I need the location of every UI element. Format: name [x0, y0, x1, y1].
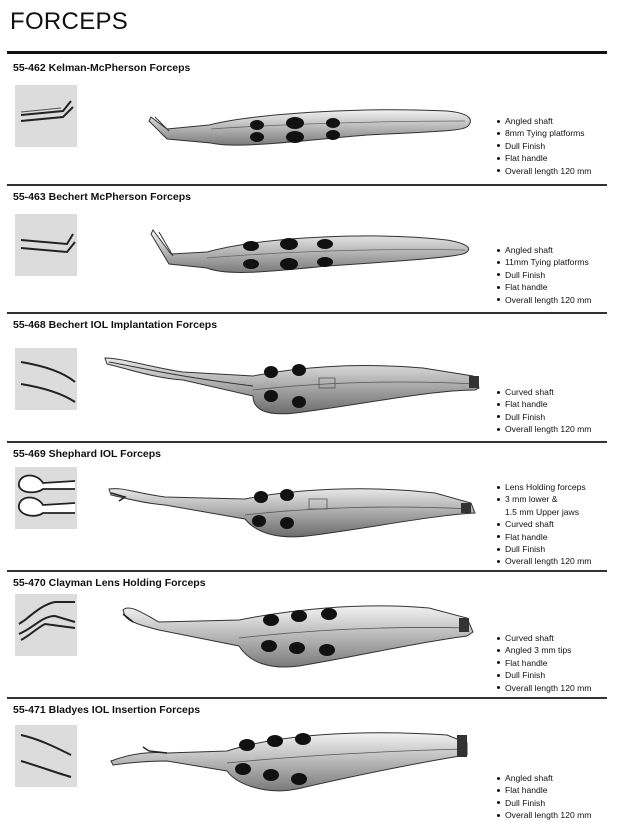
feature-item: Overall length 120 mm [497, 294, 591, 306]
page-title: FORCEPS [10, 8, 129, 35]
feature-item: Flat handle [497, 657, 591, 669]
product-section-55-471 [7, 697, 607, 822]
feature-item: Dull Finish [497, 543, 591, 555]
section-divider [7, 441, 607, 443]
feature-item: Lens Holding forceps [497, 481, 591, 493]
feature-item: Angled 3 mm tips [497, 644, 591, 656]
feature-item: Flat handle [497, 531, 591, 543]
feature-item: Curved shaft [497, 518, 591, 530]
product-title: 55-470 Clayman Lens Holding Forceps [13, 577, 206, 589]
feature-item: Curved shaft [497, 632, 591, 644]
section-divider [7, 312, 607, 314]
section-divider [7, 184, 607, 186]
product-title: 55-468 Bechert IOL Implantation Forceps [13, 319, 218, 331]
feature-item: Angled shaft [497, 115, 591, 127]
feature-item: 11mm Tying platforms [497, 256, 591, 268]
product-section-55-463 [7, 184, 607, 312]
section-divider [7, 570, 607, 572]
tip-detail-thumbnail [15, 594, 77, 656]
product-title: 55-463 Bechert McPherson Forceps [13, 191, 191, 203]
feature-item: Flat handle [497, 398, 591, 410]
forceps-illustration [147, 101, 479, 157]
feature-item: Overall length 120 mm [497, 809, 591, 821]
section-divider [7, 697, 607, 699]
feature-item: Dull Finish [497, 797, 591, 809]
feature-item: Overall length 120 mm [497, 423, 591, 435]
feature-list [497, 481, 591, 568]
forceps-illustration [107, 725, 479, 797]
feature-item: Overall length 120 mm [497, 555, 591, 567]
feature-list [497, 115, 591, 177]
feature-item: Flat handle [497, 784, 591, 796]
feature-item: Overall length 120 mm [497, 165, 591, 177]
title-divider [7, 51, 607, 54]
feature-list [497, 632, 591, 694]
feature-list [497, 772, 591, 822]
feature-item: Dull Finish [497, 140, 591, 152]
forceps-illustration [105, 475, 483, 545]
feature-list [497, 244, 591, 306]
product-section-55-469 [7, 441, 607, 569]
tip-detail-thumbnail [15, 467, 77, 529]
product-title: 55-471 Bladyes IOL Insertion Forceps [13, 704, 201, 716]
forceps-illustration [103, 350, 487, 422]
tip-detail-thumbnail [15, 725, 77, 787]
product-section-55-462 [7, 55, 607, 183]
product-title: 55-462 Kelman-McPherson Forceps [13, 62, 191, 74]
feature-item: Dull Finish [497, 411, 591, 423]
feature-item: Dull Finish [497, 269, 591, 281]
product-title: 55-469 Shephard IOL Forceps [13, 448, 162, 460]
feature-list [497, 386, 591, 436]
forceps-illustration [147, 224, 479, 284]
feature-item-continuation: 1.5 mm Upper jaws [505, 506, 580, 517]
feature-item: 3 mm lower & [497, 493, 591, 505]
feature-item: Angled shaft [497, 772, 591, 784]
tip-detail-thumbnail [15, 85, 77, 147]
product-section-55-468 [7, 312, 607, 440]
feature-item: Flat handle [497, 152, 591, 164]
tip-detail-thumbnail [15, 214, 77, 276]
feature-item: 8mm Tying platforms [497, 127, 591, 139]
forceps-illustration [119, 600, 481, 672]
tip-detail-thumbnail [15, 348, 77, 410]
product-section-55-470 [7, 570, 607, 697]
feature-item: Angled shaft [497, 244, 591, 256]
feature-item: Dull Finish [497, 669, 591, 681]
feature-item: Overall length 120 mm [497, 682, 591, 694]
feature-item: Curved shaft [497, 386, 591, 398]
feature-item: Flat handle [497, 281, 591, 293]
